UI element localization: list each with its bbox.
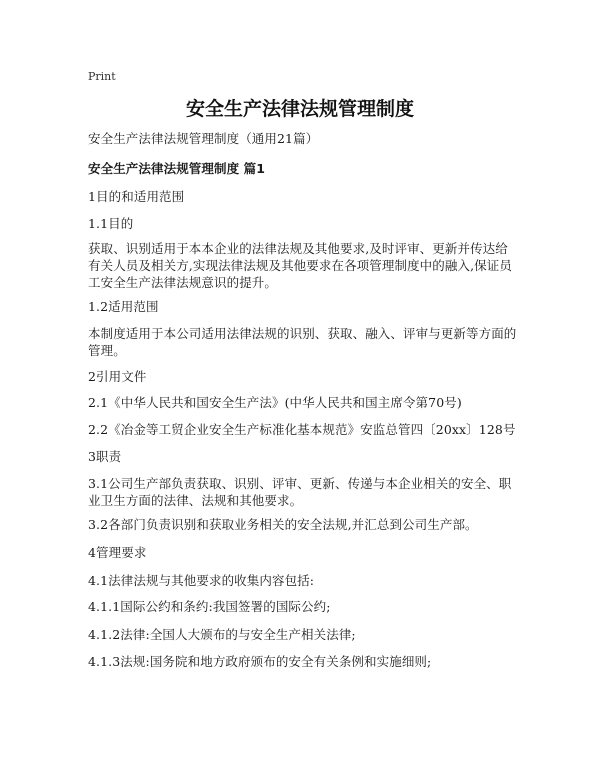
document-subtitle: 安全生产法律法规管理制度（通用21篇） bbox=[88, 131, 319, 146]
paragraph: 4.1.2法律:全国人大颁布的与安全生产相关法律; bbox=[88, 627, 356, 642]
paragraph: 3职责 bbox=[88, 449, 122, 464]
paragraph: 3.2各部门负责识别和获取业务相关的安全法规,并汇总到公司生产部。 bbox=[88, 517, 478, 532]
paragraph: 4.1.1国际公约和条约:我国签署的国际公约; bbox=[88, 599, 331, 614]
print-label: Print bbox=[88, 70, 116, 83]
paragraph: 获取、识别适用于本本企业的法律法规及其他要求,及时评审、更新并传达给有关人员及相关方,实现法律法规及其他要求在各项管理制度中的融入,保证员工安全生产法律法规意识的提升。 bbox=[88, 241, 512, 290]
paragraph: 2引用文件 bbox=[88, 369, 147, 384]
paragraph: 2.2《冶金等工贸企业安全生产标准化基本规范》安监总管四〔20xx〕128号 bbox=[88, 422, 516, 437]
paragraph: 4.1法律法规与其他要求的收集内容包括: bbox=[88, 573, 315, 588]
paragraph: 本制度适用于本公司适用法律法规的识别、获取、融入、评审与更新等方面的管理。 bbox=[88, 326, 517, 358]
paragraph: 1.2适用范围 bbox=[88, 299, 159, 314]
paragraph: 4管理要求 bbox=[88, 545, 147, 560]
paragraph: 1目的和适用范围 bbox=[88, 189, 185, 204]
paragraph: 3.1公司生产部负责获取、识别、评审、更新、传递与本企业相关的安全、职业卫生方面的法律、法规和其他要求。 bbox=[88, 476, 512, 508]
section-heading: 安全生产法律法规管理制度 篇1 bbox=[88, 161, 266, 176]
paragraph: 4.1.3法规:国务院和地方政府颁布的安全有关条例和实施细则; bbox=[88, 654, 432, 669]
document-title: 安全生产法律法规管理制度 bbox=[185, 98, 414, 120]
paragraph: 2.1《中华人民共和国安全生产法》(中华人民共和国主席令第70号) bbox=[88, 395, 462, 410]
paragraph: 1.1目的 bbox=[88, 216, 134, 231]
